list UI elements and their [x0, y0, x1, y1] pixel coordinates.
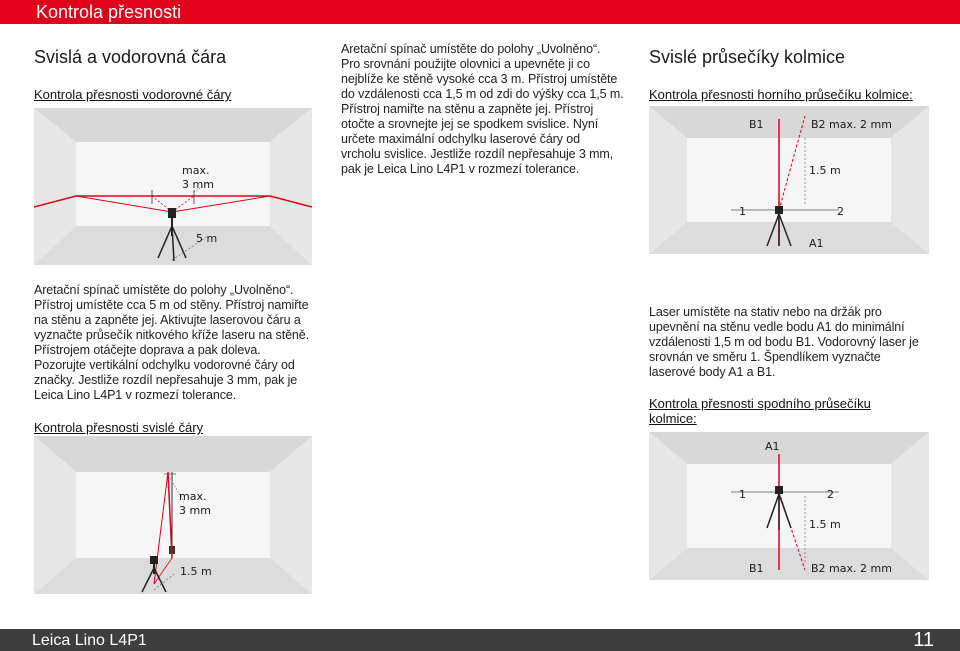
label-max: max.	[182, 164, 210, 177]
label-a1: A1	[765, 440, 780, 453]
footer-bar	[0, 629, 960, 651]
text-line: značky. Jestliže rozdíl nepřesahuje 3 mm, pak je	[34, 373, 298, 387]
label-2: 2	[827, 488, 834, 501]
label-b1: B1	[749, 118, 764, 131]
text-line: určete maximální odchylku laserové čáry od	[341, 132, 580, 146]
label-3mm: 3 mm	[179, 504, 211, 517]
room-back-wall	[76, 472, 270, 558]
text-line: upevnění na stěnu vedle bodu A1 do minimální	[649, 320, 905, 334]
room-floor	[34, 558, 312, 594]
label-b2: B2 max. 2 mm	[811, 562, 892, 575]
label-3mm: 3 mm	[182, 178, 214, 191]
footer-product-name: Leica Lino L4P1	[32, 632, 147, 649]
label-distance: 5 m	[196, 232, 218, 245]
section-heading-lines: Svislá a vodorovná čára	[34, 47, 227, 67]
label-distance: 1.5 m	[180, 565, 212, 578]
text-line: Pro srovnání použijte olovnici a upevněte ji co	[341, 57, 590, 71]
subheading-horizontal-check: Kontrola přesnosti vodorovné čáry	[34, 87, 232, 102]
room-ceiling	[649, 432, 929, 464]
label-1: 1	[739, 488, 746, 501]
header-bar	[0, 0, 960, 24]
text-line: na stěnu a zapněte jej. Aktivujte laserovou čáru a	[34, 313, 301, 327]
text-line: Leica Lino L4P1 v rozmezí tolerance.	[34, 388, 237, 402]
text-line: Přístrojem otáčejte doprava a pak doleva.	[34, 343, 261, 357]
text-line: pak je Leica Lino L4P1 v rozmezí tolerance.	[341, 162, 580, 176]
label-b1: B1	[749, 562, 764, 575]
text-line: Pozorujte vertikální odchylku vodorovné čáry od	[34, 358, 295, 372]
text-line: Laser umístěte na stativ nebo na držák pro	[649, 305, 882, 319]
text-line: vzdálenosti 1,5 m od bodu B1. Vodorovný laser je	[649, 335, 919, 349]
subheading-bottom-plumb-line1: Kontrola přesnosti spodního průsečíku	[649, 396, 871, 411]
subheading-vertical-check: Kontrola přesnosti svislé čáry	[34, 420, 204, 435]
text-line: otočte a srovnejte jej se spodkem svislice. Nyní	[341, 117, 599, 131]
subheading-bottom-plumb-line2: kolmice:	[649, 411, 697, 426]
room-floor	[649, 222, 929, 254]
room-ceiling	[34, 436, 312, 472]
paragraph-vertical-check	[341, 42, 631, 177]
room-back-wall	[687, 138, 891, 222]
room-ceiling	[34, 108, 312, 142]
text-line: Přístroj namiřte na stěnu a zapněte jej. Přístroj	[341, 102, 594, 116]
figure-vertical-check	[34, 436, 312, 594]
label-distance: 1.5 m	[809, 164, 841, 177]
label-1: 1	[739, 205, 746, 218]
page-title: Kontrola přesnosti	[36, 2, 182, 22]
text-line: Aretační spínač umístěte do polohy „Uvolněno“.	[341, 42, 601, 56]
figure-bottom-plumb	[649, 432, 929, 580]
label-a1: A1	[809, 237, 824, 250]
text-line: Přístroj umístěte cca 5 m od stěny. Přístroj namiřte	[34, 298, 309, 312]
text-line: laserové body A1 a B1.	[649, 365, 776, 379]
label-distance: 1.5 m	[809, 518, 841, 531]
text-line: nejblíže ke stěně vysoké cca 3 m. Přístroj umístěte	[341, 72, 618, 86]
subheading-top-plumb: Kontrola přesnosti horního průsečíku kolmice:	[649, 87, 913, 102]
label-max: max.	[179, 490, 207, 503]
room-back-wall	[687, 464, 891, 548]
paragraph-plumb	[649, 305, 939, 380]
paragraph-horizontal-check	[34, 283, 324, 403]
section-heading-plumb: Svislé průsečíky kolmice	[649, 47, 846, 67]
text-line: srovnán ve směru 1. Špendlíkem vyznačte	[649, 350, 881, 364]
label-b2: B2 max. 2 mm	[811, 118, 892, 131]
text-line: do vzdálenosti cca 1,5 m od zdi do výšky cca 1,5 m.	[341, 87, 624, 101]
page-number: 11	[913, 629, 934, 651]
text-line: Aretační spínač umístěte do polohy „Uvolněno“.	[34, 283, 294, 297]
figure-top-plumb	[649, 106, 929, 254]
figure-horizontal-check	[34, 108, 312, 265]
label-2: 2	[837, 205, 844, 218]
text-line: vyznačte průsečík nitkového kříže laseru na stěně.	[34, 328, 310, 342]
text-line: vrcholu svislice. Jestliže rozdíl nepřesahuje 3 mm,	[341, 147, 614, 161]
